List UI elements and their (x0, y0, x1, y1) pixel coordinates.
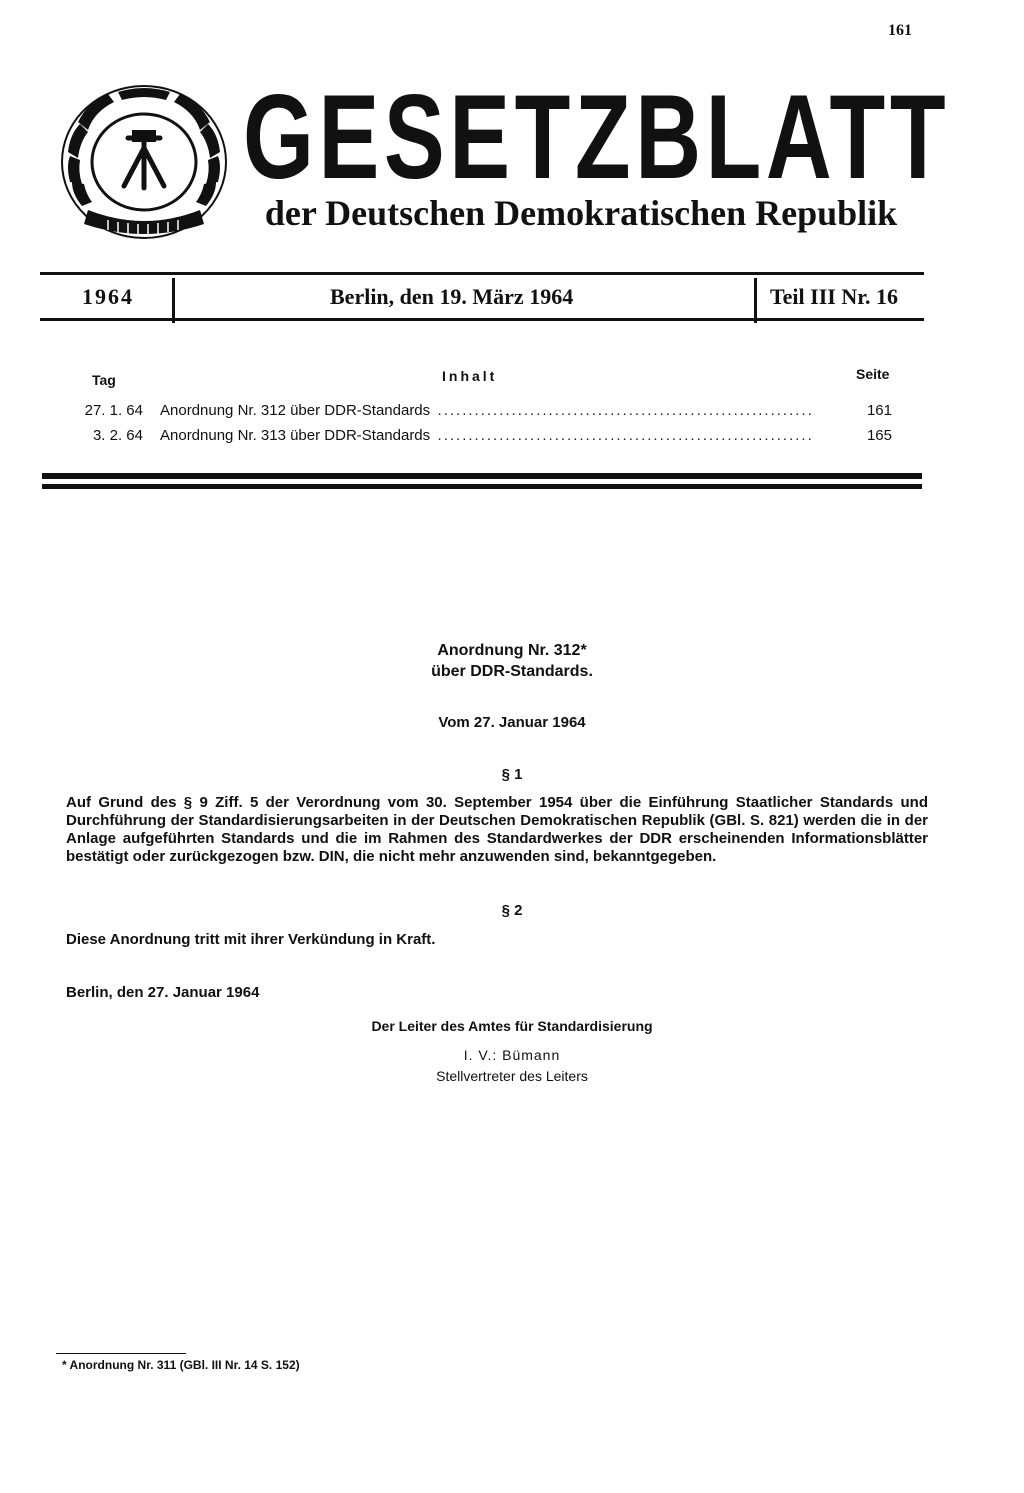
toc-header-content: Inhalt (442, 368, 498, 384)
decree-heading: Anordnung Nr. 312* (437, 642, 587, 659)
page-number: 161 (888, 22, 912, 39)
decree-heading-subject: über DDR-Standards. (431, 663, 593, 680)
toc-row-page: 161 (866, 402, 892, 419)
masthead-title: GESETZBLATT (243, 70, 951, 204)
section-1-text: Auf Grund des § 9 Ziff. 5 der Verordnung vom 30. September 1954 über die Einführung Staatlicher Standards und Durchführung der Standardisierungsarbeiten in der Deutschen Demokratischen Republik (GBl. S. 821) werden die in der Anlage aufgeführten Standards und die im Rahmen des Standardwerkes der DDR erscheinenden Informationsblätter bestätigt oder zurückgezogen bzw. DIN, die nicht mehr anzuwenden sind, bekanntgegeben. (66, 794, 928, 865)
toc-header-page: Seite (856, 366, 890, 382)
section-1-label: § 1 (501, 766, 523, 783)
toc-header-day: Tag (92, 372, 116, 388)
toc-row-page: 165 (866, 427, 892, 444)
toc-row-title: Anordnung Nr. 312 über DDR-Standards ..... (160, 402, 812, 419)
decree-date: Vom 27. Januar 1964 (438, 714, 586, 731)
masthead-subtitle: der Deutschen Demokratischen Republik (264, 193, 898, 233)
issue-year: 1964 (82, 284, 134, 309)
issue-part: Teil III Nr. 16 (770, 284, 898, 309)
section-2-label: § 2 (501, 902, 523, 919)
divider-rule (42, 473, 922, 479)
issue-bar (40, 272, 924, 322)
toc-row-date: 27. 1. 64 (84, 402, 143, 419)
decree-place-date: Berlin, den 27. Januar 1964 (66, 984, 260, 1001)
toc-row (80, 402, 900, 424)
signatory-name: I. V.: Bümann (463, 1047, 561, 1063)
section-2-text: Diese Anordnung tritt mit ihrer Verkündung in Kraft. (66, 931, 436, 948)
footnote-rule (56, 1353, 186, 1354)
toc-row-date: 3. 2. 64 (92, 427, 143, 444)
toc-row-title: Anordnung Nr. 313 über DDR-Standards ..... (160, 427, 812, 444)
signatory-role: Stellvertreter des Leiters (436, 1068, 588, 1084)
signatory-title: Der Leiter des Amtes für Standardisierung (371, 1018, 653, 1034)
divider-rule (42, 484, 922, 489)
state-emblem-icon (58, 82, 230, 240)
toc-row (80, 427, 900, 449)
footnote: * Anordnung Nr. 311 (GBl. III Nr. 14 S. 152) (62, 1358, 300, 1372)
issue-place-date: Berlin, den 19. März 1964 (330, 284, 574, 309)
